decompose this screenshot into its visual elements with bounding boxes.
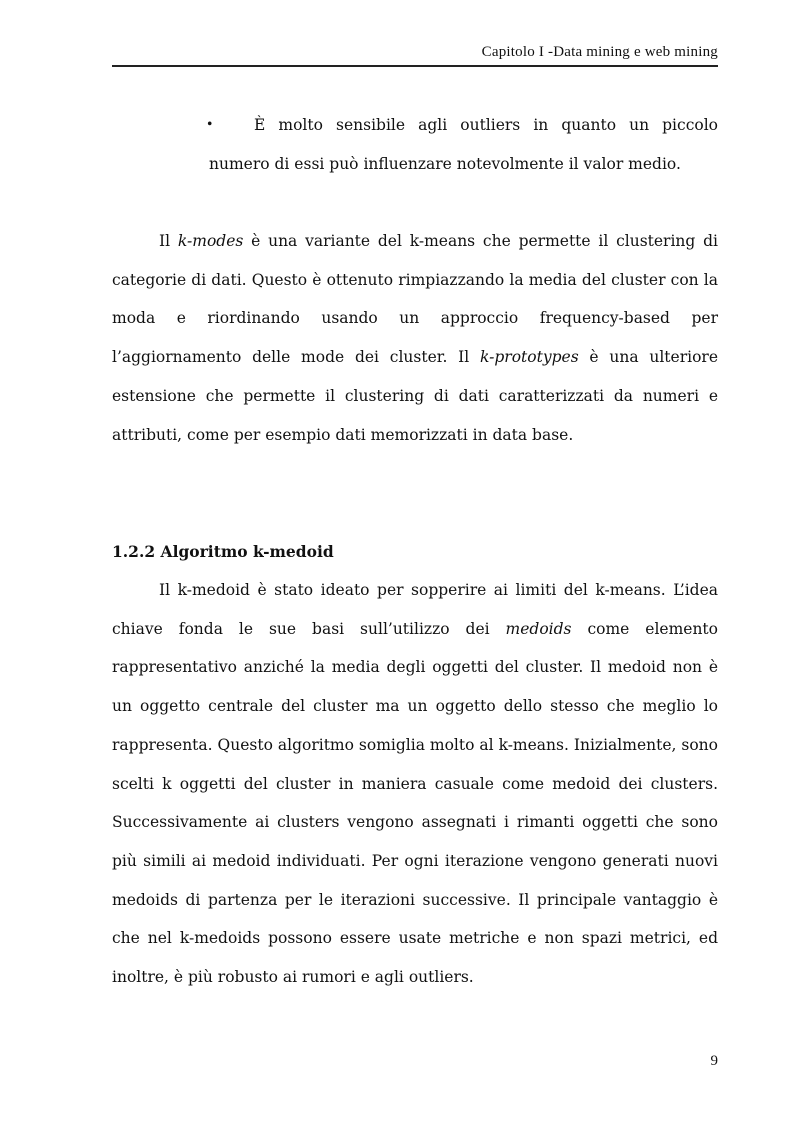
bullet-item — [209, 106, 718, 183]
text-run: Il k-medoid è stato ideato per sopperire ai limiti del k-means. L’idea chiave fonda le sue basi sull’utilizzo dei — [112, 581, 718, 638]
bullet-text: È molto sensibile agli outliers in quanto un piccolo numero di essi può influenzare notevolmente il valor medio. — [209, 116, 718, 173]
emphasis-medoids: medoids — [505, 619, 572, 638]
page-number: 9 — [710, 1053, 718, 1069]
paragraph-k-modes-text — [112, 222, 718, 454]
text-run: Il — [159, 232, 178, 250]
emphasis-k-prototypes: k-prototypes — [480, 348, 579, 367]
header-divider — [112, 65, 718, 67]
text-run: è una ulteriore estensione che permette il clustering di dati caratterizzati da numeri e attributi, come per esempio dati memorizzati in data base. — [112, 348, 718, 444]
running-header: Capitolo I -Data mining e web mining — [481, 44, 718, 60]
bullet-dot-icon: • — [207, 116, 213, 133]
section-heading: 1.2.2 Algoritmo k-medoid — [112, 542, 334, 561]
text-run: come elemento rappresentativo anziché la media degli oggetti del cluster. Il medoid non è un oggetto centrale del cluster ma un oggetto dello stesso che meglio lo rappresenta. Questo algoritmo somiglia molto al k-means. Inizialmente, sono scelti k oggetti del cluster in maniera casuale come medoid dei clusters. Successivamente ai clusters vengono assegnati i rimanti oggetti che sono più simili ai medoid individuati. Per ogni iterazione vengono generati nuovi medoids di partenza per le iterazioni successive. Il principale vantaggio è che nel k-medoids possono essere usate metriche e non spazi metrici, ed inoltre, è più robusto ai rumori e agli outliers. — [112, 619, 718, 987]
emphasis-k-modes: k-modes — [177, 232, 244, 250]
paragraph-k-medoid — [112, 571, 718, 997]
text-run: è una variante del k-means che permette il clustering di categorie di dati. Questo è ottenuto rimpiazzando la media del cluster con la moda e riordinando usando un approccio frequency-based per l’aggiornamento delle mode dei cluster. Il — [112, 232, 719, 367]
paragraph-k-medoid-text — [112, 571, 718, 997]
paragraph-k-modes — [112, 222, 718, 454]
